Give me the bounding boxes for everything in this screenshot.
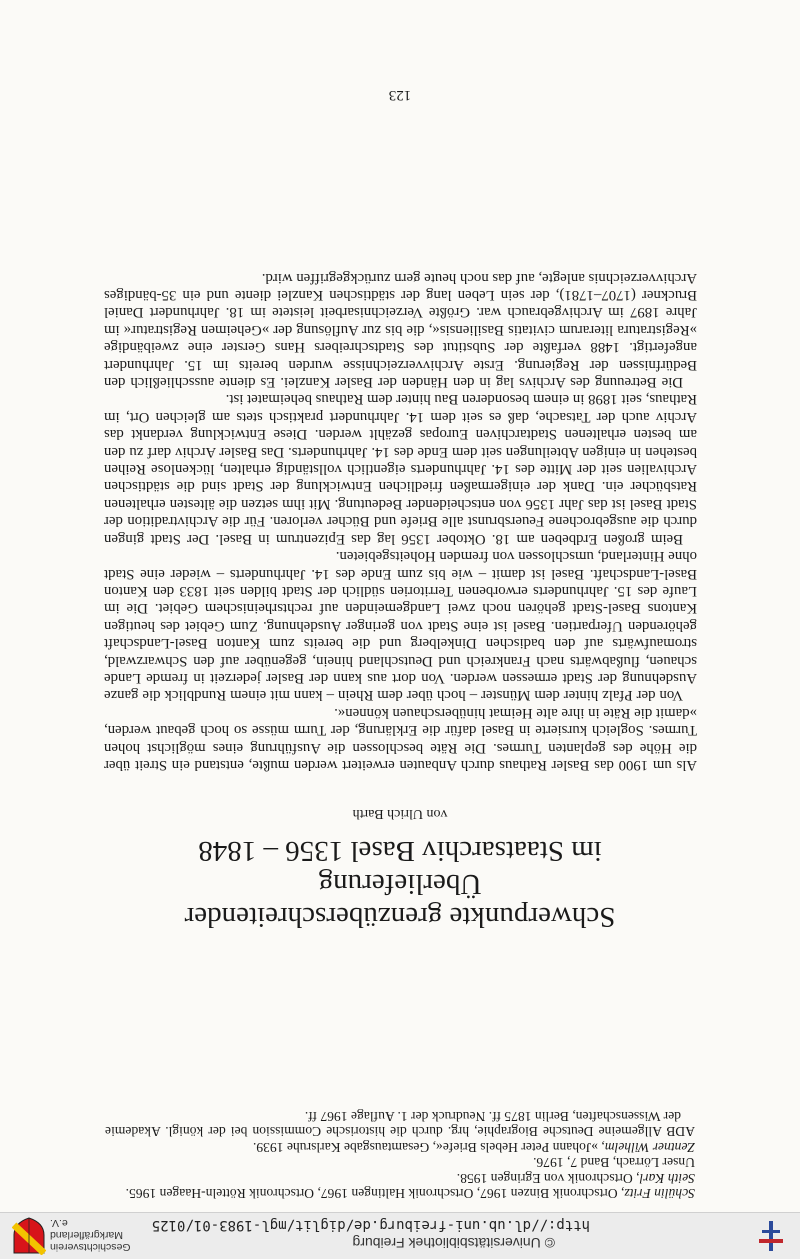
bibliography-entry: Schülin Fritz, Ortschronik Binzen 1967, Ortschronik Haltingen 1967, Ortschronik Rötteln-Haagen 1965. — [125, 1186, 695, 1201]
bibliography-entry: Unser Lörrach, Band 7, 1976. — [533, 1155, 695, 1171]
title-line-2: im Staatsarchiv Basel 1356 – 1848 — [198, 835, 602, 867]
page-number: 123 — [388, 87, 412, 103]
permalink-url[interactable]: http://dl.ub.uni-freiburg.de/diglit/mgl-1983-01/0125 — [151, 1217, 590, 1233]
title-line-1: Schwerpunkte grenzüberschreitender Überlieferung — [184, 868, 616, 933]
library-credit: © Universitätsbibliothek Freiburg — [352, 1235, 555, 1251]
article-body — [104, 268, 697, 773]
viewer-mark-icon — [756, 1221, 786, 1251]
bibliography — [105, 1109, 695, 1201]
bibliography-entry: Zentner Wilhelm, »Johann Peter Hebels Briefe«, Gesamtausgabe Karlsruhe 1939. — [252, 1139, 695, 1155]
paragraph: Von der Pfalz hinter dem Münster – hoch über dem Rhein – kann mit einem Rundblick die ganze Ausdehnung der Stadt ermessen werden. Von dort aus kann der Basler jederzeit in fremde Lande schauen, flußabwärts nach Frankreich und Deutschland hinein, gegenüber auf den Schwarzwald, stromaufwärts auf den badischen Dinkelberg und die bereits zum Kanton Basel-Landschaft gehörenden Uferpartien. Basel ist eine Stadt von geringer Ausdehnung. Zum Gebiet des heutigen Kantons Basel-Stadt gehören noch zwei Landgemeinden auf rechtsrheinischem Gebiet. Die im Laufe des 15. Jahrhunderts erworbenen Territorien südlich der Stadt bilden seit 1833 den Kanton Basel-Landschaft. Basel ist damit – wie bis zum Ende des 14. Jahrhunderts – wieder eine Stadt ohne Hinterland, umschlossen von fremden Hoheitsgebieten. — [104, 548, 697, 704]
paragraph: Die Betreuung des Archivs lag in den Händen der Basler Kanzlei. Es diente ausschließlich den Bedürfnissen der Regierung. Erste Archivverzeichnisse wurden bereits im 15. Jahrhundert angefertigt. 1488 verfaßte der Substitut des Stadtschreibers Hans Gerster eine zweibändige »Registratura literarum civitatis Basiliensis«, die bis zur Auflösung der »Geheimen Registratur« im Jahre 1897 im Archivgebrauch war. Größte Verzeichnisarbeit leistete im 18. Jahrhundert Daniel Bruckner (1707–1781), der sein Leben lang der städtischen Kanzlei diente und ein 35-bändiges Archivverzeichnis anlegte, auf das noch heute gern zurückgegriffen wird. — [104, 269, 697, 391]
paragraph: Als um 1900 das Basler Rathaus durch Anbauten erweitert werden mußte, entstand ein Streit über die Höhe des geplanten Turmes. Die Räte beschlossen die Ausführung eines möglichst hohen Turmes. Sogleich kursierte in Basel dafür die Erklärung, der Turm müsse so hoch gebaut werden, »damit die Räte in ihre alte Heimat hinüberschauen können«. — [104, 704, 697, 773]
bibliography-entry: ADB Allgemeine Deutsche Biographie, hrg. durch die historische Commission bei der königl. Akademie der Wissenschaften, Berlin 1875 ff. Neudruck der 1. Auflage 1967 ff. — [105, 1108, 695, 1140]
viewer-header — [0, 1212, 800, 1259]
bibliography-entry: Seith Karl, Ortschronik von Egringen 1958. — [456, 1170, 695, 1186]
society-name: Geschichtsverein Markgräflerland e.V. — [50, 1217, 131, 1253]
article-title — [100, 834, 700, 933]
society-branding — [10, 1217, 131, 1255]
article-author: von Ulrich Barth — [352, 806, 448, 821]
coat-of-arms-icon — [12, 1217, 46, 1255]
paragraph: Beim großen Erdbeben am 18. Oktober 1356 lag das Epizentrum in Basel. Der Stadt gingen durch die ausgebrochene Feuersbrunst alle Briefe und Bücher verloren. Für die Archivtradition der Stadt Basel ist das Jahr 1356 von entscheidender Bedeutung. Mit ihm setzen die ältesten erhaltenen Ratsbücher ein. Dank der einigermaßen friedlichen Entwicklung der Stadt sind die städtischen Archivalien seit der Mitte des 14. Jahrhunderts eigentlich vollständig erhalten, lückenlose Reihen bestehen in einigen Abteilungen seit dem Ende des 14. Jahrhunderts. Das Basler Archiv darf zu den am besten erhaltenen Stadtarchiven Europas gezählt werden. Diese Entwicklung verdankt das Archiv auch der Tatsache, daß es seit dem 14. Jahrhundert praktisch stets am gleichen Ort, im Rathaus, seit 1898 in einem besonderen Bau hinter dem Rathaus beheimatet ist. — [104, 391, 697, 547]
